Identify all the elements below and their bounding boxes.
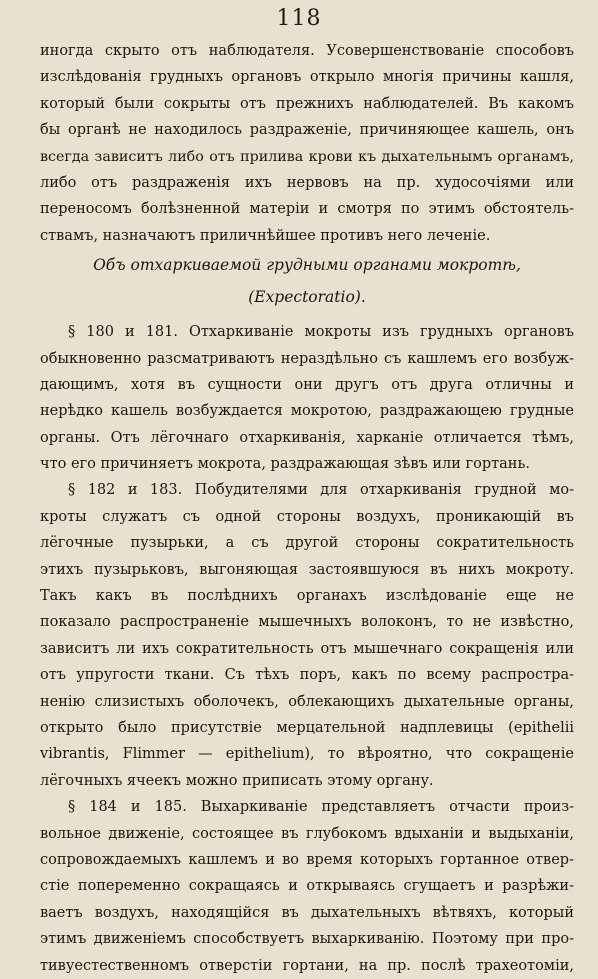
text-line: изслѣдованія грудныхъ органовъ открыло многія причины кашля, [40, 69, 574, 86]
text-line: всегда зависитъ либо отъ прилива крови къ дыхательнымъ органамъ, [40, 148, 574, 165]
paragraph-180-181 [40, 319, 574, 477]
text-line: дающимъ, хотя въ сущности они другъ отъ друга отличны и [40, 376, 574, 393]
text-line: ствамъ, назначаютъ приличнѣйшее противъ него леченіе. [40, 227, 491, 244]
text-line: тивуестественномъ отверстіи гортани, на пр. послѣ трахеотоміи, [40, 957, 574, 974]
text-line: Такъ какъ въ послѣднихъ органахъ изслѣдованіе еще не [40, 588, 574, 605]
text-line: зависитъ ли ихъ сократительность отъ мышечнаго сокращенія или [40, 640, 574, 657]
paragraph-184-185 [40, 794, 574, 979]
text-line: сопровождаемыхъ кашлемъ и во время которыхъ гортанное отвер- [40, 851, 574, 868]
text-line: отъ упругости ткани. Съ тѣхъ поръ, какъ по всему распростра- [40, 667, 574, 684]
text-line: открыто было присутствіе мерцательной надплевицы (epithelii [40, 719, 574, 736]
intro-paragraph [40, 38, 574, 249]
text-line: стіе попеременно сокращаясь и открываясь сгущаетъ и разрѣжи- [40, 878, 574, 895]
text-line: показало распространеніе мышечныхъ волоконъ, то не извѣстно, [40, 614, 574, 631]
text-line: ваетъ воздухъ, находящійся въ дыхательныхъ вѣтвяхъ, который [40, 904, 574, 921]
text-line: кроты служатъ съ одной стороны воздухъ, проникающій въ [40, 508, 574, 525]
text-line: что его причиняетъ мокрота, раздражающая зѣвъ или гортань. [40, 456, 530, 473]
text-line: этихъ пузырьковъ, выгоняющая застоявшуюся въ нихъ мокроту. [40, 561, 574, 578]
text-line: переносомъ болѣзненной матеріи и смотря по этимъ обстоятель- [40, 201, 574, 218]
text-line: vibrantis, Flimmer — epithelium), то вѣроятно, что сокращеніе [40, 746, 574, 763]
body-text [40, 38, 574, 979]
text-line: § 180 и 181. Отхаркиваніе мокроты изъ грудныхъ органовъ [68, 324, 574, 341]
text-line: либо отъ раздраженія ихъ нервовъ на пр. худосочіями или [40, 174, 574, 191]
text-line: § 182 и 183. Побудителями для отхаркиванія грудной мо- [68, 482, 574, 499]
text-line: органы. Отъ лёгочнаго отхаркиванія, харканіе отличается тѣмъ, [40, 429, 574, 446]
text-line: бы органѣ не находилось раздраженіе, причиняющее кашель, онъ [40, 122, 574, 139]
text-line: вольное движеніе, состоящее въ глубокомъ вдыханіи и выдыханіи, [40, 825, 574, 842]
page-number: 118 [276, 6, 322, 31]
text-line: иногда скрыто отъ наблюдателя. Усовершенствованіе способовъ [40, 43, 574, 59]
section-subheading: (Expectoratio). [248, 288, 366, 307]
paragraph-182-183 [40, 477, 574, 794]
text-line: ненію слизистыхъ оболочекъ, облекающихъ дыхательные органы, [40, 693, 574, 710]
section-heading: Объ отхаркиваемой грудными органами мокротѣ, [93, 256, 521, 275]
text-line: нерѣдко кашель возбуждается мокротою, раздражающею грудные [40, 403, 574, 420]
text-line: этимъ движеніемъ способствуетъ выхаркиванію. Поэтому при про- [40, 931, 574, 948]
text-line: § 184 и 185. Выхаркиваніе представляетъ отчасти произ- [68, 799, 574, 816]
text-line: лёгочные пузырьки, а съ другой стороны сократительность [40, 535, 574, 552]
text-line: лёгочныхъ ячеекъ можно приписать этому органу. [40, 772, 434, 789]
text-line: который были сокрыты отъ прежнихъ наблюдателей. Въ какомъ [40, 95, 574, 112]
text-line: обыкновенно разсматриваютъ нераздѣльно съ кашлемъ его возбуж- [40, 350, 574, 367]
